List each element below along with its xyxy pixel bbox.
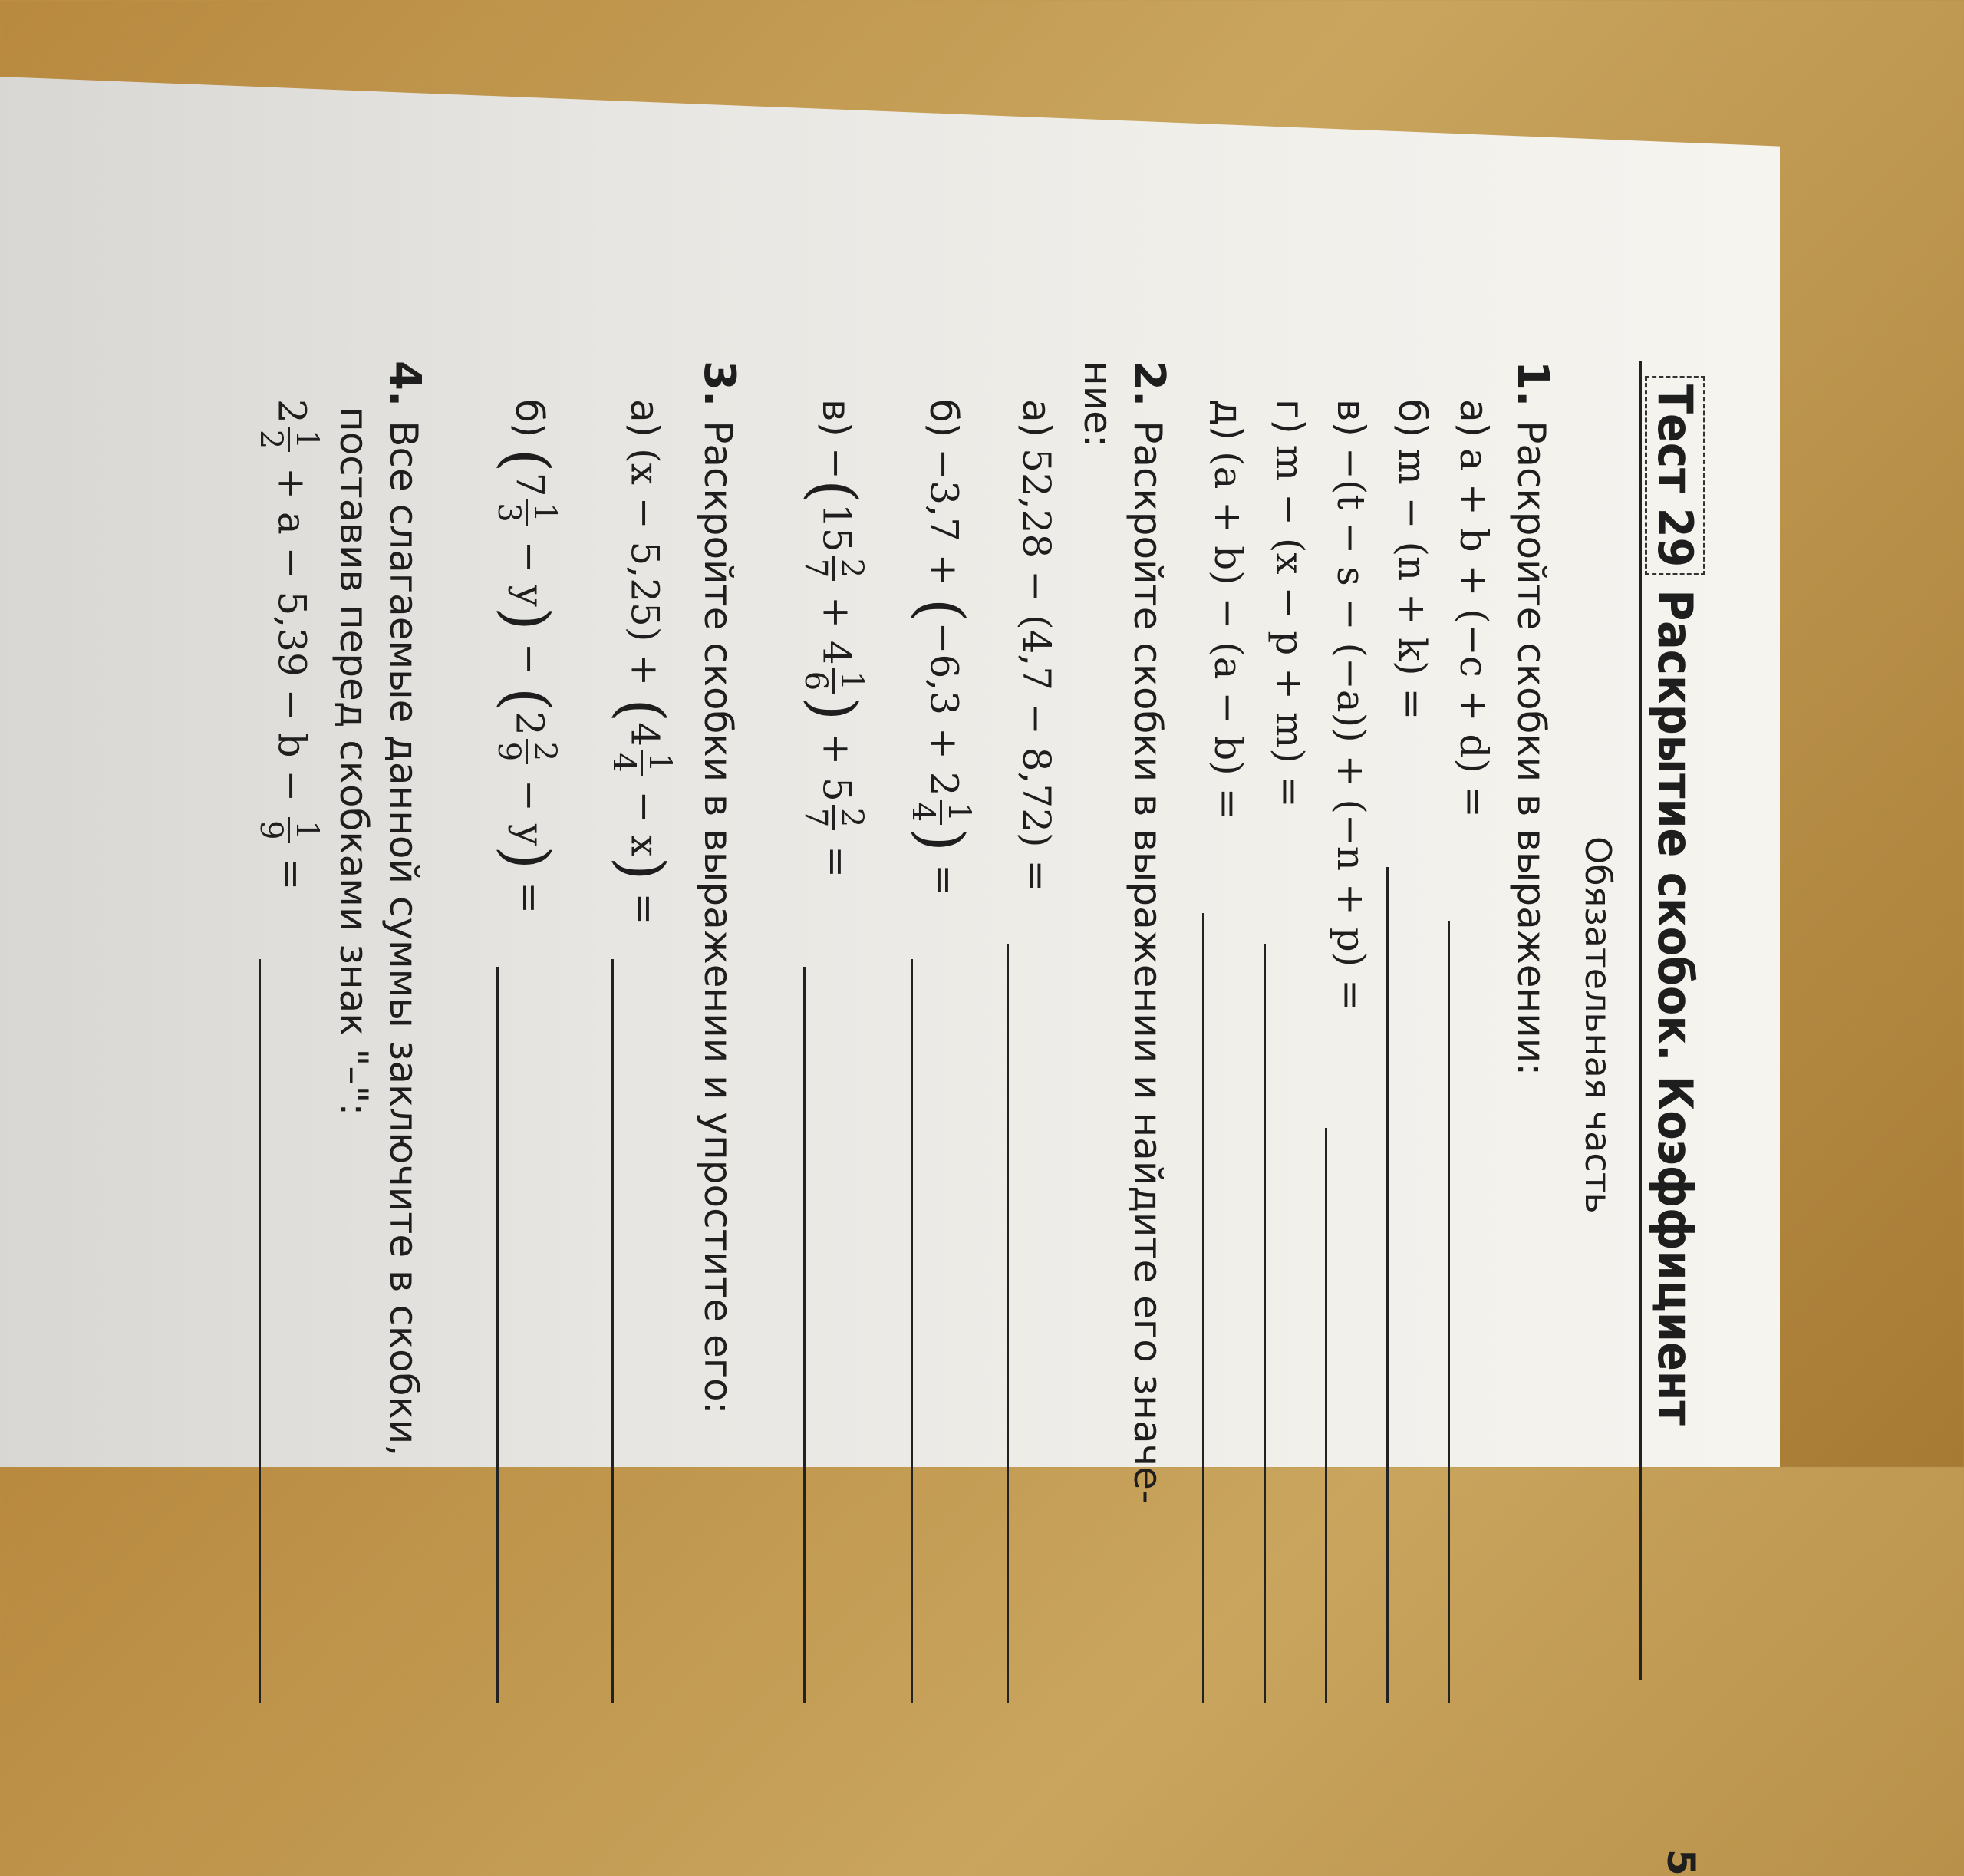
answer-line[interactable]: [1325, 1128, 1327, 1703]
fraction: 2 9: [493, 739, 560, 764]
task4-number: 4.: [380, 361, 430, 407]
task3-text: Раскройте скобки в выражении и упростите его:: [696, 420, 740, 1415]
task1-item-b: б)m − (n + k) =: [1390, 399, 1435, 720]
title-text: Раскрытие скобок. Коэффициент: [1647, 589, 1703, 1426]
fraction: 1 4: [608, 750, 675, 775]
task2-heading: [1124, 361, 1174, 1504]
task1-number: 1.: [1508, 361, 1557, 407]
fraction: 1 6: [800, 668, 867, 694]
test-badge: Тест 29: [1645, 376, 1705, 575]
fraction: 1 3: [493, 499, 560, 525]
title-rule: [1639, 361, 1642, 1680]
task1-text: Раскройте скобки в выражении:: [1509, 420, 1554, 1076]
task4-expression: 2 1 2 + a − 5,39 − b − 1 9 =: [253, 399, 325, 891]
answer-line[interactable]: [496, 967, 499, 1703]
answer-line[interactable]: [1007, 944, 1009, 1703]
task4-text-continued: поставив перед скобками знак "–":: [331, 407, 376, 1116]
task1-heading: [1508, 361, 1557, 1076]
worksheet: [61, 361, 1734, 1876]
task2-number: 2.: [1124, 361, 1174, 407]
task2-text: Раскройте скобки в выражении и найдите его значе-: [1125, 420, 1170, 1504]
task1-item-c: в)−(t − s − (−a)) + (−n + p) =: [1329, 399, 1373, 1011]
section-heading: Обязательная часть: [1577, 836, 1619, 1214]
task2-item-c: в)−(15 2 7 + 4 1 6 ) + 5 2 7 =: [798, 399, 870, 879]
answer-line[interactable]: [1386, 867, 1389, 1703]
task4-heading: [380, 361, 430, 1456]
fraction: 1 2: [255, 427, 322, 452]
answer-line[interactable]: [1264, 944, 1266, 1703]
page-number: 5: [1659, 1849, 1703, 1876]
task2-text-continued: ние:: [1076, 361, 1120, 447]
fraction: 2 7: [800, 805, 867, 830]
task1-item-a: а)a + b + (−c + d) =: [1452, 399, 1496, 818]
test-title: [1647, 376, 1703, 1426]
task1-item-d: г)m − (x − p + m) =: [1267, 399, 1312, 808]
task3-number: 3.: [694, 361, 744, 407]
fraction: 1 9: [255, 817, 322, 842]
answer-line[interactable]: [803, 967, 806, 1703]
answer-line[interactable]: [911, 959, 913, 1703]
task4-text: Все слагаемые данной суммы заключите в скобки,: [381, 420, 426, 1457]
task3-item-a: а)(x − 5,25) + (4 1 4 − x) =: [606, 399, 678, 925]
answer-line[interactable]: [611, 959, 614, 1703]
answer-line[interactable]: [259, 959, 261, 1703]
task3-heading: [694, 361, 744, 1414]
task2-item-b: б)−3,7 + (−6,3 + 2 1 4 ) =: [905, 399, 977, 897]
task1-item-e: д)(a + b) − (a − b) =: [1206, 399, 1251, 820]
task3-item-b: б)(7 1 3 − y) − (2 2 9 − y) =: [491, 399, 563, 915]
task2-item-a: а)52,28 − (4,7 − 8,72) =: [1014, 399, 1059, 892]
fraction: 1 4: [908, 800, 974, 825]
fraction: 2 7: [800, 556, 867, 581]
answer-line[interactable]: [1448, 921, 1450, 1703]
answer-line[interactable]: [1202, 913, 1204, 1703]
